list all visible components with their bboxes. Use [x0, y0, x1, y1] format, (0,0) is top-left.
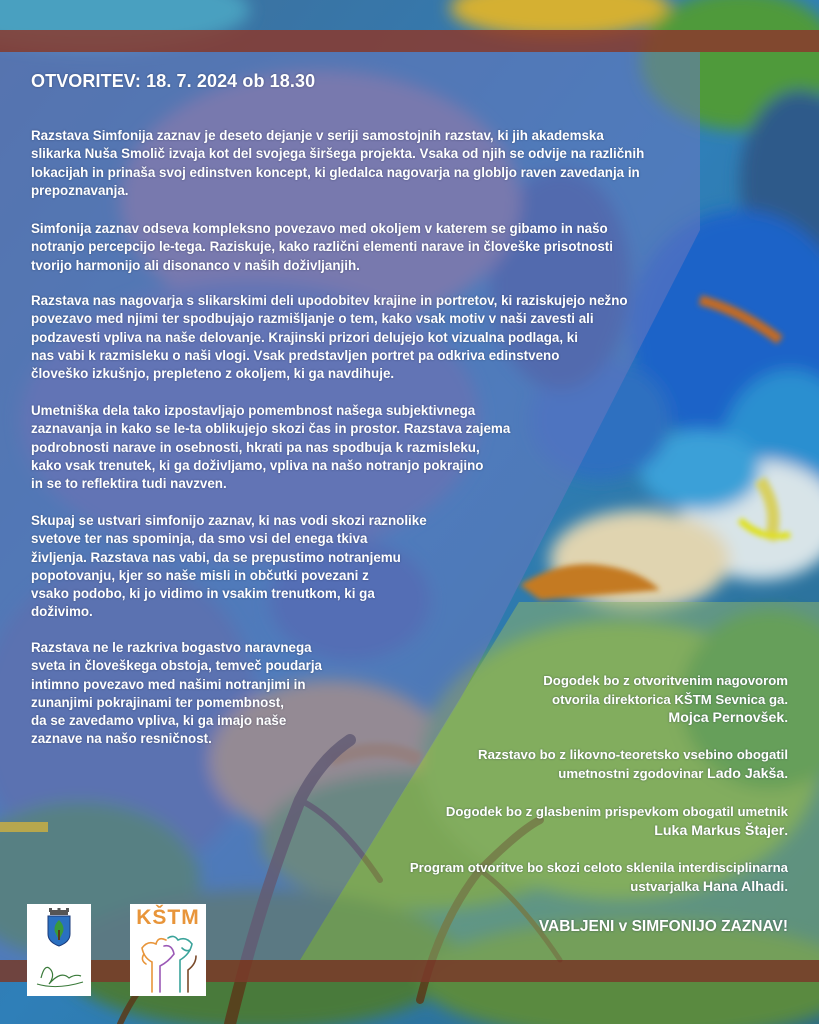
intro-paragraph: Razstava Simfonija zaznav je deseto dejanje v seriji samostojnih razstav, ki jih akademska slikarka Nuša Smolič izvaja kot del svojega širšega projekta. Vsaka od njih se odvije na različnih lokacijah in prinaša svoj edinstven koncept, ki gledalca nagovarja na globljo raven zavedanja in prepoznavanja. [31, 128, 645, 198]
kstm-tree-icon [130, 904, 206, 996]
kstm-letters: KŠTM [136, 906, 200, 929]
historian-name: Lado Jakša [707, 765, 785, 782]
program-item-art-theory: Razstavo bo z likovno-teoretsko vsebino obogatil umetnostni zgodovinar Lado Jakša. [478, 747, 788, 782]
description-paragraph: Simfonija zaznav odseva kompleksno povezavo med okoljem v katerem se gibamo in našo notranjo percepcijo le-tega. Raziskuje, kako različni elementi narave in človeške prisotnosti tvorijo harmonijo ali disonanco v naših doživljanjih. [31, 221, 613, 273]
musician-name: Luka Markus Štajer [654, 822, 785, 839]
sevnica-coat-of-arms-icon [27, 904, 91, 996]
kstm-logo [130, 904, 206, 996]
performer-name: Hana Alhadi [702, 878, 785, 895]
program-item-closing-performance: Program otvoritve bo skozi celoto sklenila interdisciplinarna ustvarjalka Hana Alhadi. [409, 860, 788, 895]
closing-paragraph: Razstava ne le razkriva bogastvo naravnega sveta in človeškega obstoja, temveč poudarja intimno povezavo med našimi notranjimi in zunanjimi pokrajinami ter pomembnost, da se zavedamo vpliva, ki ga imajo naše zaznave na našo resničnost. [31, 640, 322, 747]
speaker-name: Mojca Pernovšek [668, 710, 785, 727]
invitation-closing: VABLJENI v SIMFONIJO ZAZNAV! [538, 918, 788, 935]
perception-paragraph: Umetniška dela tako izpostavljajo pomembnost našega subjektivnega zaznavanja in kako se le-ta oblikujejo skozi čas in prostor. Razstava zajema podrobnosti narave in osebnosti, hkrati pa nas spodbuja k razmisleku, kako vsak trenutek, ki ga doživljamo, vpliva na našo notranjo pokrajino in se to reflektira tudi navzven. [31, 403, 511, 492]
program-item-music: Dogodek bo z glasbenim prispevkom obogatil umetnik Luka Markus Štajer. [445, 804, 788, 839]
symphony-paragraph: Skupaj se ustvari simfonijo zaznav, ki nas vodi skozi raznolike svetove ter nas spominja, da smo vsi del enega tkiva življenja. Razstava nas vabi, da se prepustimo notranjemu popotovanju, kjer so naše misli in občutki povezani z vsako podobo, ki jo vidimo in vsakim trenutkom, ki ga doživimo. [31, 513, 427, 620]
opening-date-headline: OTVORITEV: 18. 7. 2024 ob 18.30 [31, 71, 316, 91]
sevnica-logo [27, 904, 91, 996]
artworks-paragraph: Razstava nas nagovarja s slikarskimi deli upodobitev krajine in portretov, ki raziskujejo nežno povezavo med njimi ter spodbujajo razmišljanje o tem, kako vsak motiv v naši zavesti ali podzavesti vpliva na naše delovanje. Krajinski prizori delujejo kot vizualna podlaga, ki nas vabi k razmisleku o naši vlogi. Vsak predstavljen portret pa odkriva edinstveno človeško izkušnjo, prepleteno z okoljem, ki ga navdihuje. [31, 293, 628, 382]
program-item-opening-speech: Dogodek bo z otvoritvenim nagovorom otvorila direktorica KŠTM Sevnica ga. Mojca Pernovšek. [543, 673, 788, 727]
